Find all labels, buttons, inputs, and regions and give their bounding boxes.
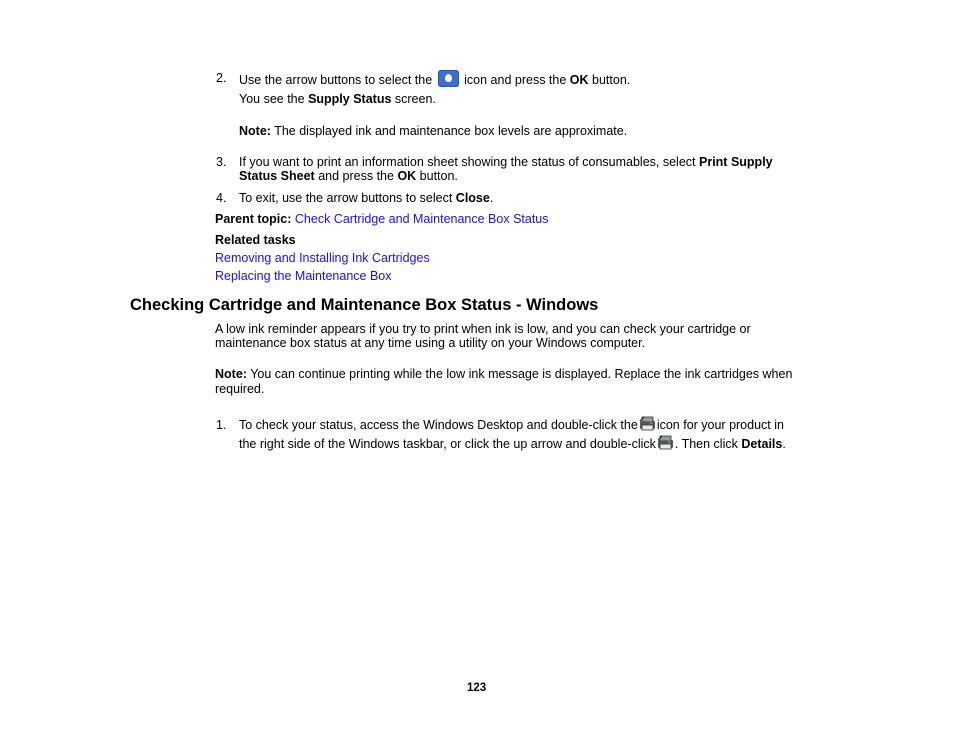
- step-1-post: icon for your product in: [656, 418, 784, 432]
- intro-line-2: maintenance box status at any time using a utility on your Windows computer.: [215, 336, 646, 350]
- step-number: 4.: [216, 191, 227, 205]
- epson-printer-taskbar-icon: [639, 416, 656, 431]
- step-3-mid: and press the: [318, 169, 394, 183]
- supply-status-ink-drop-icon: [438, 70, 459, 87]
- supply-status-post: screen.: [394, 92, 436, 106]
- step-4-post: .: [489, 191, 494, 205]
- step-number: 1.: [216, 418, 227, 432]
- step-number: 2.: [216, 71, 227, 85]
- step-2-post: button.: [592, 73, 631, 87]
- note-text: The displayed ink and maintenance box levels are approximate.: [274, 124, 628, 138]
- note-label: Note:: [215, 367, 247, 381]
- note-continue-printing: [215, 367, 792, 381]
- step-3-post: button.: [419, 169, 458, 183]
- note-text: You can continue printing while the low ink message is displayed. Replace the ink cartridges when: [250, 367, 793, 381]
- note-approximate: [239, 124, 627, 138]
- step-1-line-2-mid: . Then click: [674, 437, 738, 451]
- close-bold: Close: [455, 191, 490, 205]
- step-3-line-2: [239, 169, 458, 183]
- step-2-mid: icon and press the: [464, 73, 567, 87]
- step-3-line-1: [239, 155, 773, 169]
- related-tasks-label: Related tasks: [215, 233, 296, 247]
- step-number: 3.: [216, 155, 227, 169]
- step-1-line-2-pre: the right side of the Windows taskbar, or click the up arrow and double-click: [239, 437, 656, 451]
- step-2-pre: Use the arrow buttons to select the: [239, 73, 433, 87]
- step-1-line-1: [239, 416, 784, 432]
- note-continue-line-2: required.: [215, 382, 265, 396]
- note-label: Note:: [239, 124, 271, 138]
- step-4-text: [239, 191, 493, 205]
- supply-status-text: [239, 92, 436, 106]
- status-sheet-bold: Status Sheet: [239, 169, 315, 183]
- step-1-pre: To check your status, access the Windows Desktop and double-click the: [239, 418, 638, 432]
- parent-topic-link[interactable]: Check Cartridge and Maintenance Box Status: [294, 212, 549, 226]
- supply-status-pre: You see the: [239, 92, 305, 106]
- ok-bold: OK: [569, 73, 589, 87]
- step-3-pre: If you want to print an information sheet showing the status of consumables, select: [239, 155, 696, 169]
- step-1-line-2-post: .: [782, 437, 786, 451]
- related-task-link[interactable]: Replacing the Maintenance Box: [215, 269, 392, 283]
- related-task-link[interactable]: Removing and Installing Ink Cartridges: [215, 251, 430, 265]
- step-4-pre: To exit, use the arrow buttons to select: [239, 191, 453, 205]
- details-bold: Details: [741, 437, 783, 451]
- section-heading: Checking Cartridge and Maintenance Box Status - Windows: [130, 296, 599, 314]
- supply-status-bold: Supply Status: [308, 92, 392, 106]
- page-number: 123: [467, 682, 487, 694]
- parent-topic-label: Parent topic:: [215, 212, 292, 226]
- step-1-line-2: [239, 435, 786, 451]
- print-supply-bold: Print Supply: [699, 155, 773, 169]
- ok-bold: OK: [397, 169, 417, 183]
- intro-line-1: A low ink reminder appears if you try to print when ink is low, and you can check your cartridge or: [215, 322, 751, 336]
- epson-printer-taskbar-icon: [657, 435, 674, 450]
- parent-topic: [215, 212, 549, 226]
- step-2-text: [239, 70, 630, 87]
